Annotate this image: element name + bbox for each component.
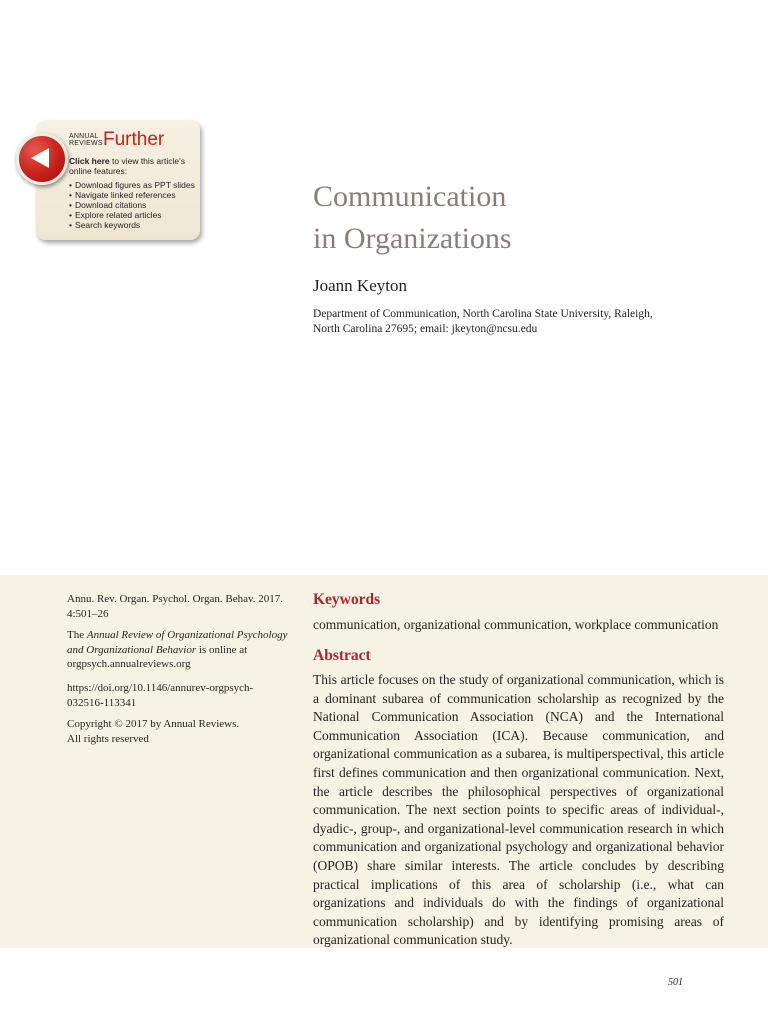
annual-reviews-brand xyxy=(69,133,103,147)
further-title: Further xyxy=(103,129,165,150)
page-number: 501 xyxy=(668,977,683,988)
doi-link[interactable]: https://doi.org/10.1146/annurev-orgpsych-032516-113341 xyxy=(67,682,254,709)
brand-line-2: REVIEWS xyxy=(69,140,103,147)
further-intro xyxy=(69,156,194,176)
further-feature-list xyxy=(69,180,195,230)
feature-download-citations[interactable]: • Download citations xyxy=(69,200,195,210)
abstract-heading: Abstract xyxy=(313,647,371,664)
journal-name: Annual Review of Organizational Psychology and Organizational Behavior xyxy=(67,629,288,656)
article-title-line-1: Communication xyxy=(313,180,507,213)
author-name: Joann Keyton xyxy=(313,276,407,295)
left-arrow-icon xyxy=(27,146,53,170)
article-title-line-2: in Organizations xyxy=(313,222,512,255)
journal-note xyxy=(67,628,289,672)
abstract-text: This article focuses on the study of organizational communication, which is a dominant subarea of communication scholarship as recognized by the National Communication Association (NCA) and the International Communication Association (ICA). Because communication, and organizational communication as a subarea, is multiperspectival, this article first defines communication and then organizational communication. Next, the article describes the philosophical perspectives of organizational communication. The next section points to specific areas of individual-, dyadic-, group-, and organizational-level communication research in which communication and organizational psychology and organizational behavior (OPOB) share similar interests. The article concludes by describing practical implications of this area of scholarship (i.e., what can organizations and individuals do with the findings of organizational communication scholarship) and by identifying promising areas of organizational communication study. xyxy=(313,672,724,948)
feature-navigate-references[interactable]: • Navigate linked references xyxy=(69,190,195,200)
author-affiliation: Department of Communication, North Carolina State University, Raleigh, North Carolina 27695; email: jkeyton@ncsu.edu xyxy=(313,308,653,335)
feature-explore-articles[interactable]: • Explore related articles xyxy=(69,210,195,220)
feature-download-figures[interactable]: • Download figures as PPT slides xyxy=(69,180,195,190)
citation-note: Annu. Rev. Organ. Psychol. Organ. Behav. 2017. 4:501–26 xyxy=(67,593,284,620)
feature-search-keywords[interactable]: • Search keywords xyxy=(69,220,195,230)
copyright-note xyxy=(67,717,289,746)
journal-suffix: is online at orgpsych.annualreviews.org xyxy=(67,643,248,670)
keywords-text: communication, organizational communication, workplace communication xyxy=(313,617,719,632)
further-arrow-icon[interactable] xyxy=(16,133,68,185)
article-title xyxy=(313,176,512,260)
copyright-line: Copyright © 2017 by Annual Reviews. xyxy=(67,718,240,730)
rights-line: All rights reserved xyxy=(67,732,149,745)
further-intro-text: to view this article's online features: xyxy=(69,156,185,176)
brand-line-1: ANNUAL xyxy=(69,133,99,140)
click-here-link[interactable]: Click here xyxy=(69,156,110,166)
journal-prefix: The xyxy=(67,629,87,641)
keywords-heading: Keywords xyxy=(313,591,381,608)
